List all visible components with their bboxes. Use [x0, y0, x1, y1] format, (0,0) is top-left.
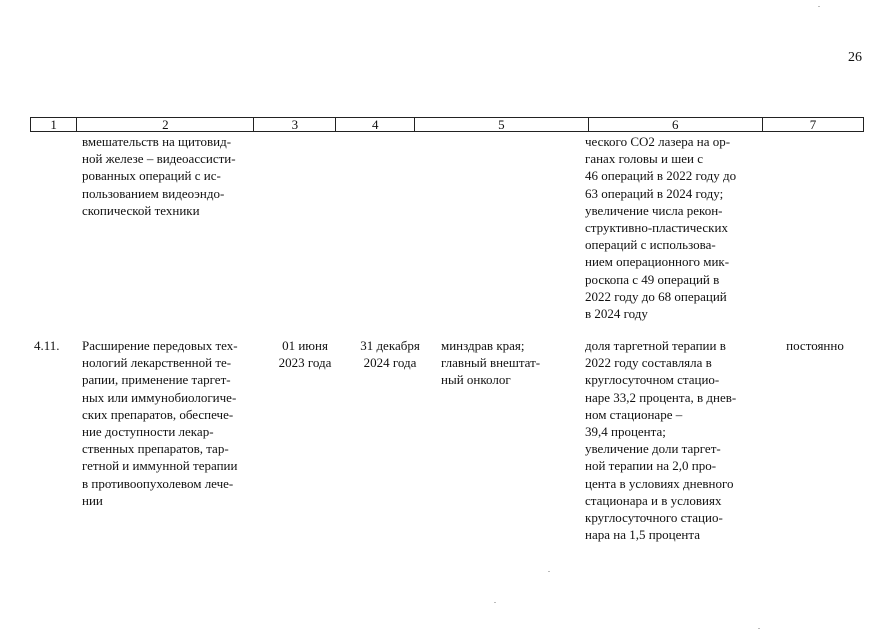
measure-description: вмешательств на щитовид- ной железе – видеоассисти- рованных операций с ис- пользованием видеоэндо- скопической техники [82, 134, 236, 218]
column-header-2: 2 [77, 118, 254, 131]
column-header-3: 3 [254, 118, 336, 131]
responsible: минздрав края; главный внештат- ный онколог [441, 338, 541, 388]
start-date: 01 июня 2023 года [278, 338, 332, 371]
scan-speck [548, 571, 550, 572]
page-number: 26 [848, 50, 862, 65]
measure-description: Расширение передовых тех- нологий лекарственной те- рапии, применение таргет- ных или иммунобиологиче- ских препаратов, обеспече- ние доступности лекар- ственных препаратов, тар- гетной и иммунной терапии в противоопухолевом лече- нии [82, 338, 238, 508]
period: постоянно [786, 338, 844, 353]
scan-speck [494, 602, 496, 603]
column-header-4: 4 [336, 118, 415, 131]
scan-speck [818, 6, 820, 7]
column-header-6: 6 [589, 118, 763, 131]
column-header-5: 5 [415, 118, 588, 131]
target-indicator: доля таргетной терапии в 2022 году составляла в круглосуточном стацио- наре 33,2 процента, в днев- ном стационаре – 39,4 процента; увеличение доли таргет- ной терапии на 2,0 про- цента в условиях дневного стационара и в условиях круглосуточного стацио- нара на 1,5 процента [585, 338, 737, 543]
row-number: 4.11. [34, 338, 60, 353]
target-indicator: ческого СО2 лазера на ор- ганах головы и шеи с 46 операций в 2022 году до 63 операций в 2024 году; увеличение числа рекон- структивно-пластических операций с использова- нием операционного мик- роскопа с 49 операций в 2022 году до 68 операций в 2024 году [585, 134, 737, 322]
end-date: 31 декабря 2024 года [360, 338, 420, 371]
column-header-7: 7 [809, 117, 817, 132]
column-header-1: 1 [31, 118, 77, 131]
table-header-row [30, 117, 864, 132]
scan-speck [758, 628, 760, 629]
